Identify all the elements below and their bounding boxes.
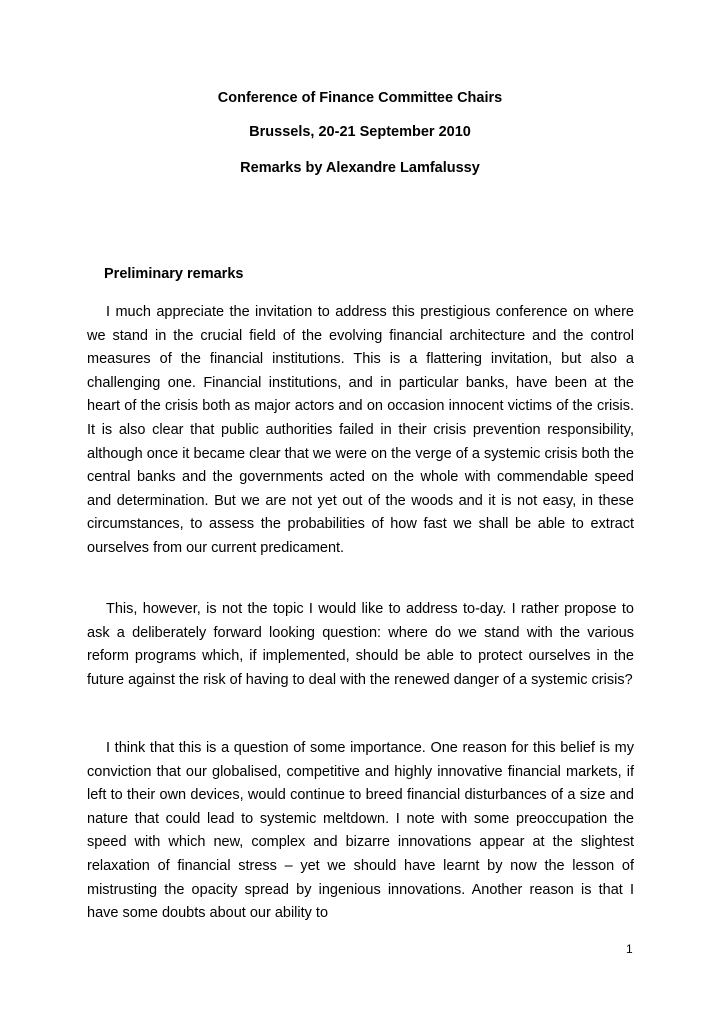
paragraph-3: I think that this is a question of some importance. One reason for this belief is my conviction that our globalised, competitive and highly innovative financial markets, if left to their own devices, would continue to breed financial disturbances of a size and nature that could lead to systemic meltdown. I note with some preoccupation the speed with which new, complex and bizarre innovations appear at the slightest relaxation of financial stress – yet we should have learnt by now the lesson of mistrusting the opacity spread by ingenious innovations. Another reason is that I have some doubts about our ability to: [87, 740, 634, 922]
speaker-remarks-title: Remarks by Alexandre Lamfalussy: [240, 160, 480, 176]
paragraph-2: This, however, is not the topic I would like to address to-day. I rather propose to ask a deliberately forward looking question: where do we stand with the various reform programs which, if implemented, should be able to protect ourselves in the future against the risk of having to deal with the renewed danger of a systemic crisis?: [87, 601, 634, 688]
conference-location-date: Brussels, 20-21 September 2010: [249, 124, 471, 140]
conference-title: Conference of Finance Committee Chairs: [217, 90, 503, 106]
section-heading: Preliminary remarks: [104, 266, 244, 282]
page-number: 1: [626, 942, 633, 956]
paragraph-1: I much appreciate the invitation to address this prestigious conference on where we stand in the crucial field of the evolving financial architecture and the control measures of the financial institutions. This is a flattering invitation, but also a challenging one. Financial institutions, and in particular banks, have been at the heart of the crisis both as major actors and on occasion innocent victims of the crisis. It is also clear that public authorities failed in their crisis prevention responsibility, although once it became clear that we were on the verge of a systemic crisis both the central banks and the governments acted on the whole with commendable speed and determination. But we are not yet out of the woods and it is not easy, in these circumstances, to assess the probabilities of how fast we shall be able to extract ourselves from our current predicament.: [87, 304, 634, 556]
